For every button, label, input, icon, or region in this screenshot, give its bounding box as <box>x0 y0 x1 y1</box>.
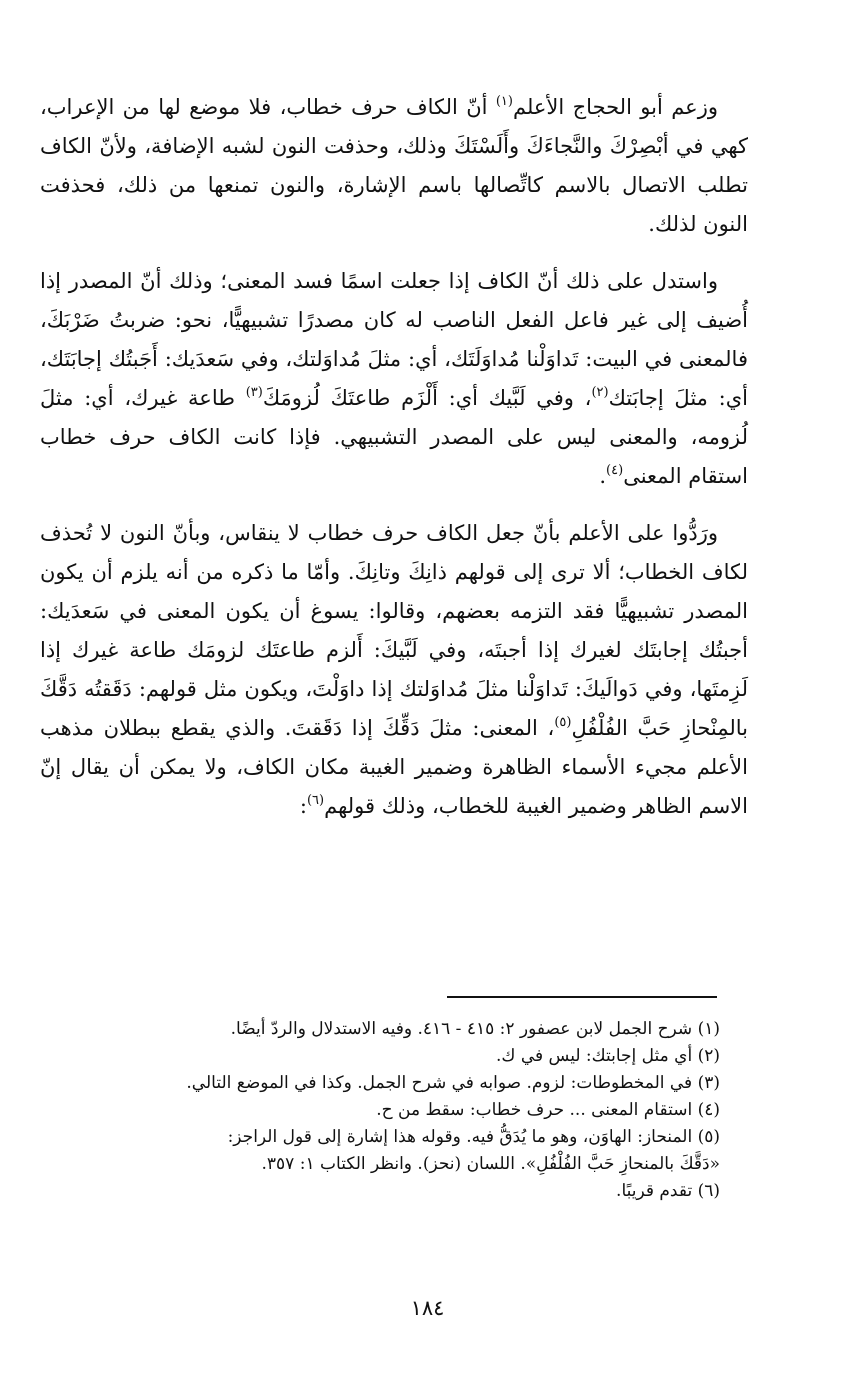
footnote-ref-4: (٤) <box>606 463 624 478</box>
footnote-ref-5: (٥) <box>554 715 572 730</box>
paragraph-3-text-b: ، المعنى: مثلَ دَقِّكَ إذا دَقَقتَ. والذي يقطع ببطلان مذهب الأعلم مجيء الأسماء الظاهرة وضمير الغيبة مكان الكاف، ولا يمكن أن يقال إنّ الاسم الظاهر وضمير الغيبة للخطاب، وذلك قولهم <box>40 716 748 818</box>
footnote-3: (٣) في المخطوطات: لزوم. صوابه في شرح الجمل. وكذا في الموضع التالي. <box>186 1073 720 1093</box>
paragraph-2-text-b: ، وفي لَبَّيك أي: أَلْزَم طاعتَكَ لُزومَكَ <box>262 386 592 410</box>
footnote-4: (٤) استقام المعنى ... حرف خطاب: سقط من ح. <box>376 1100 720 1120</box>
footnote-ref-6: (٦) <box>306 793 325 808</box>
page-body <box>40 88 748 844</box>
paragraph-1-text-a: وزعم أبو الحجاج الأعلم <box>512 95 718 119</box>
paragraph-3-text-c: : <box>299 794 307 818</box>
paragraph-2-text-c: طاعة غيرك، أي: مثلَ لُزومه، والمعنى ليس على المصدر التشبيهي. فإذا كانت الكاف حرف خطاب استقام المعنى <box>40 386 748 488</box>
footnote-5: (٥) المنحاز: الهاوَن، وهو ما يُدَقُّ فيه. وقوله هذا إشارة إلى قول الراجز: <box>227 1127 720 1147</box>
paragraph-3-text-a: ورَدُّوا على الأعلم بأنّ جعل الكاف حرف خطاب لا ينقاس، وبأنّ النون لا تُحذف لكاف الخطاب؛ ألا ترى إلى قولهم ذانِكَ وتانِكَ. وأمّا ما ذكره من أنه يلزم أن يكون المصدر تشبيهيًّا فقد التزمه بعضهم، وقالوا: يسوغ أن يكون المعنى في سَعدَيك: أجبتُك إجابتَك لغيرك إذا أجبتَه، وفي لَبَّيكَ: أَلزم طاعتَك لزومَك طاعة غيرك إذا لَزِمتَها، وفي دَوالَيكَ: تَداوَلْنا مثلَ مُداوَلتك إذا داوَلْتَ، ويكون مثل قولهم: دَقَقتُه دَقَّكَ بالمِنْحازِ حَبَّ الفُلْفُلِ <box>40 521 748 740</box>
paragraph-1-text-b: أنّ الكاف حرف خطاب، فلا موضع لها من الإعراب، كهي في أبْصِرْكَ والنَّجاءَكَ وأَلَسْتَكَ وذلك، وحذفت النون لشبه الإضافة، ولأنّ الكاف تطلب الاتصال بالاسم كاتِّصالها باسم الإشارة، والنون تمنعها من ذلك، فحذفت النون لذلك. <box>40 95 748 236</box>
footnote-1: (١) شرح الجمل لابن عصفور ٢: ٤١٥ - ٤١٦. وفيه الاستدلال والردّ أيضًا. <box>230 1019 720 1039</box>
paragraph-1 <box>40 88 748 244</box>
footnote-6: (٦) تقدم قريبًا. <box>616 1181 720 1201</box>
footnote-ref-2: (٢) <box>591 385 609 400</box>
main-text <box>40 88 748 826</box>
paragraph-2-text-d: . <box>599 464 607 488</box>
footnote-2: (٢) أي مثل إجابتك: ليس في ك. <box>496 1046 720 1066</box>
footnote-ref-3: (٣) <box>245 385 263 400</box>
page-number: ١٨٤ <box>410 1296 445 1320</box>
footnote-5-continued: «دَقَّكَ بالمنحازِ حَبَّ الفُلْفُلِ». اللسان (نحز). وانظر الكتاب ١: ٣٥٧. <box>261 1154 720 1174</box>
footnote-divider <box>447 996 717 998</box>
footnotes <box>100 1016 720 1205</box>
paragraph-3 <box>40 514 748 826</box>
footnote-ref-1: (١) <box>495 94 513 109</box>
paragraph-2-text-a: واستدل على ذلك أنّ الكاف إذا جعلت اسمًا فسد المعنى؛ وذلك أنّ المصدر إذا أُضيف إلى غير فاعل الفعل الناصب له كان مصدرًا تشبيهيًّا، نحو: ضربتُ ضَرْبَكَ، فالمعنى في البيت: تَداوَلْنا مُداوَلَتَك، أي: مثلَ مُداوَلتك، وفي سَعدَيك: أَجَبتُك إجابَتَك، أي: مثلَ إجابَتك <box>40 269 749 410</box>
paragraph-2 <box>40 262 748 496</box>
